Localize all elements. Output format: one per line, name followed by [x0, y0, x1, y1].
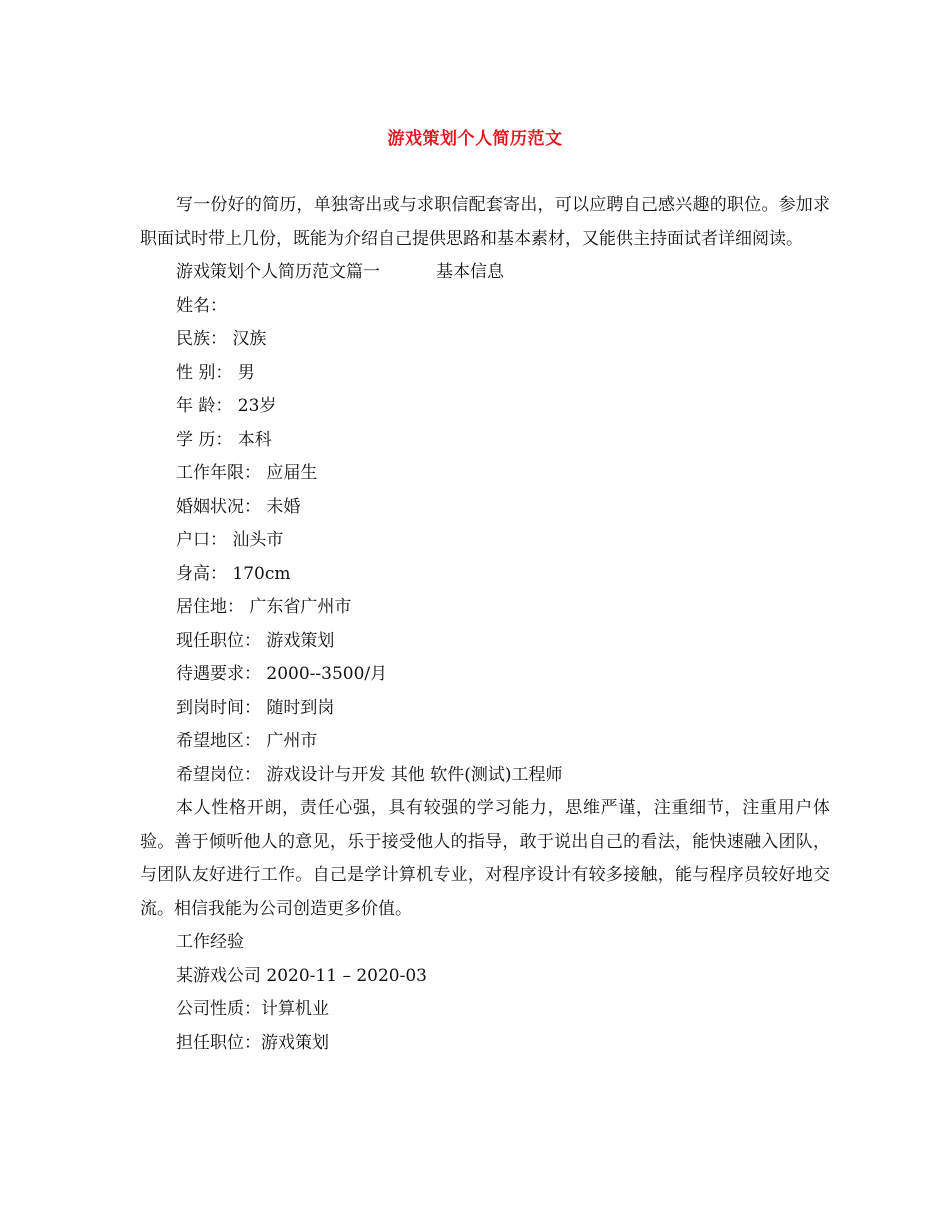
- document-body: [140, 189, 830, 1060]
- info-field-label: 工作年限：: [176, 463, 261, 483]
- info-field-label: 居住地：: [176, 597, 244, 617]
- info-field-label: 学 历：: [176, 429, 233, 450]
- info-field: [140, 390, 830, 424]
- info-field-label: 到岗时间：: [176, 697, 261, 718]
- info-field: [140, 457, 830, 491]
- info-field-value: 广东省广州市: [244, 597, 352, 617]
- info-field-value: 本科: [232, 429, 272, 450]
- info-field-label: 婚姻状况：: [176, 496, 261, 517]
- info-field: [140, 524, 830, 558]
- work-nature-line: 公司性质：计算机业: [176, 999, 329, 1019]
- info-field-label: 希望地区：: [176, 731, 261, 751]
- work-company-line: 某游戏公司 2020-11 – 2020-03: [176, 965, 427, 986]
- info-field: [140, 625, 830, 659]
- info-field-label: 待遇要求：: [176, 664, 261, 684]
- info-field: [140, 692, 830, 726]
- section-subheading: 基本信息: [436, 262, 504, 282]
- info-field-value: 游戏策划: [261, 630, 335, 651]
- info-field-value: 汕头市: [227, 530, 284, 550]
- work-position-line: 担任职位：游戏策划: [176, 1032, 329, 1053]
- info-field-label: 性 别：: [176, 362, 233, 383]
- section-heading-line: [140, 256, 830, 290]
- document-title: 游戏策划个人简历范文: [387, 129, 563, 149]
- intro-paragraph: 写一份好的简历，单独寄出或与求职信配套寄出，可以应聘自己感兴趣的职位。参加求职面试时带上几份，既能为介绍自己提供思路和基本素材，又能供主持面试者详细阅读。: [140, 195, 830, 249]
- info-field: [140, 290, 830, 324]
- info-field-value: 2000--3500/月: [261, 664, 388, 684]
- work-heading: 工作经验: [176, 932, 244, 952]
- info-field-value: 男: [232, 362, 255, 383]
- section-heading: 游戏策划个人简历范文篇一: [176, 262, 380, 282]
- info-field-value: 汉族: [227, 329, 267, 349]
- info-field: [140, 759, 830, 793]
- info-field-label: 年 龄：: [176, 396, 233, 416]
- self-evaluation-paragraph: 本人性格开朗，责任心强，具有较强的学习能力，思维严谨，注重细节，注重用户体验。善于倾听他人的意见，乐于接受他人的指导，敢于说出自己的看法，能快速融入团队，与团队友好进行工作。自己是学计算机专业，对程序设计有较多接触，能与程序员较好地交流。相信我能为公司创造更多价值。: [140, 798, 830, 919]
- info-field: [140, 424, 830, 458]
- info-field: [140, 725, 830, 759]
- info-field-value: 应届生: [261, 463, 318, 483]
- info-field-value: 游戏设计与开发 其他 软件(测试)工程师: [261, 764, 563, 785]
- info-field: [140, 491, 830, 525]
- info-field-label: 户口：: [176, 530, 227, 550]
- info-field-value: 170cm: [227, 563, 291, 584]
- info-field: [140, 658, 830, 692]
- info-field-value: 随时到岗: [261, 697, 335, 718]
- info-field-label: 身高：: [176, 563, 227, 584]
- info-field: [140, 323, 830, 357]
- info-field-value: 未婚: [261, 496, 301, 517]
- info-field: [140, 558, 830, 592]
- info-field-label: 希望岗位：: [176, 764, 261, 785]
- info-field-label: 民族：: [176, 329, 227, 349]
- info-field-label: 现任职位：: [176, 630, 261, 651]
- info-field-label: 姓名：: [176, 295, 227, 316]
- info-field-value: 广州市: [261, 731, 318, 751]
- info-field: [140, 357, 830, 391]
- info-field-value: 23岁: [232, 396, 277, 416]
- info-field: [140, 591, 830, 625]
- basic-info-list: [140, 290, 830, 793]
